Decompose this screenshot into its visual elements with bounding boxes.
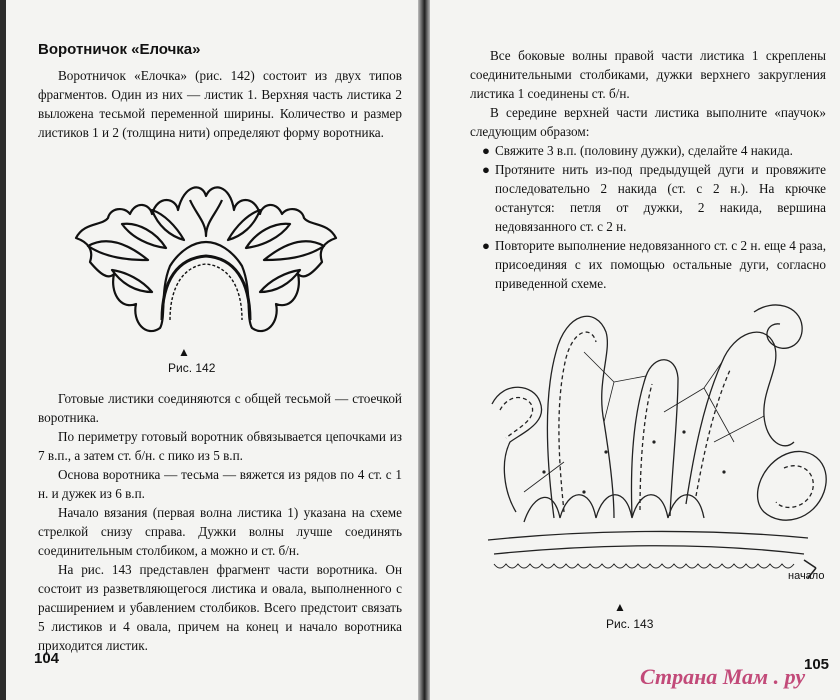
paragraph-4: Основа воротника — тесьма — вяжется из рядов по 4 ст. с 1 н. и дужек из 6 в.п. [38,467,402,501]
bullet-item-3 [470,236,826,293]
intro-paragraph-block [38,66,402,142]
leaf-right-1 [264,241,324,260]
left-wave-strip [492,387,542,512]
leaf-left-lower [112,270,152,292]
spiral-top-right [754,305,802,348]
site-watermark: Страна Мам . ру [640,664,806,689]
bullet-dot: ● [482,143,490,158]
left-wave-strip-inner [500,398,533,439]
page-number-right: 105 [804,656,830,673]
collar-outline [76,187,336,331]
body-text-block [38,389,402,655]
oval-right-inner [776,466,813,508]
figure-arrow-143: ▲ [614,600,626,614]
leaf-right-lower [260,270,300,292]
collar-band [488,531,808,540]
bullet-item-2 [470,160,826,236]
page-number-left: 104 [34,650,60,667]
leaf-center [190,200,222,236]
oval-right [758,451,827,520]
paragraph-2: Готовые листики соединяются с общей тесьмой — стоечкой воротника. [38,391,402,425]
bullet-dot: ● [482,162,490,177]
crochet-chart-143 [464,292,840,610]
section-heading: Воротничок «Елочка» [38,41,201,58]
collar-band-picot [494,564,794,568]
branch-2-inner [640,384,652,510]
left-page [6,0,418,700]
book-gutter [418,0,430,700]
start-label: начало [788,570,825,582]
branch-2 [632,360,678,516]
bullet-text: Повторите выполнение недовязанного ст. с 2 н. еще 4 раза, присоединяя с их помощью остальные дуги, согласно приведенной схеме. [494,238,826,291]
right-paragraph-1: Все боковые волны правой части листика 1 скреплены соединительными столбиками, дужки верхнего закругления листика 1 соединены ст. б/н. [470,48,826,101]
collar-band-lower [494,546,804,554]
right-paragraph-2: В середине верхней части листика выполните «паучок» следующим образом: [470,105,826,139]
bullet-item-1 [470,141,826,160]
figure-arrow-142: ▲ [178,345,190,359]
branch-1 [547,316,614,518]
paragraph-6: На рис. 143 представлен фрагмент части воротника. Он состоит из разветвляющегося листика и овала, выполненного с расширением и убавлением столбиков. Всего предстоит связать 5 листиков и 4 овала, причем на конец и начало воротника приходится листик. [38,562,402,653]
leaf-left-1 [88,241,148,260]
collar-figure-142 [66,170,346,370]
right-page [430,0,840,700]
paragraph-5: Начало вязания (первая волна листика 1) указана на схеме стрелкой снизу справа. Дужки волны лучше соединять соединительным столбиком, а можно и ст. б/н. [38,505,402,558]
intro-paragraph: Воротничок «Елочка» (рис. 142) состоит из двух типов фрагментов. Один из них — листик 1. Верхняя часть листика 2 выложена тесьмой переменной ширины. Количество и размер листиков 1 и 2 (толщина нити) определяют форму воротника. [38,68,402,140]
branch-3 [686,332,794,504]
paragraph-3: По периметру готовый воротник обвязывается цепочками из 7 в.п., а затем ст. б/н. с пико из 5 в.п. [38,429,402,463]
right-text-block [470,46,826,293]
leaf-right-2 [246,224,290,248]
branch-1-inner [559,332,596,512]
figure-caption-142: Рис. 142 [168,361,216,375]
collar-inner-arc-2 [170,264,242,320]
bullet-text: Протяните нить из-под предыдущей дуги и провяжите последовательно 2 накида (ст. с 2 н.). На крючке останутся: петля от дужки, 2 накида, вершина недовязанного ст. с 2 н. [494,162,826,234]
bullet-dot: ● [482,238,490,253]
bullet-text: Свяжите 3 в.п. (половину дужки), сделайте 4 накида. [494,143,793,158]
figure-caption-143: Рис. 143 [606,617,654,631]
branch-3-inner [696,370,730,496]
leaf-left-2 [122,224,166,248]
